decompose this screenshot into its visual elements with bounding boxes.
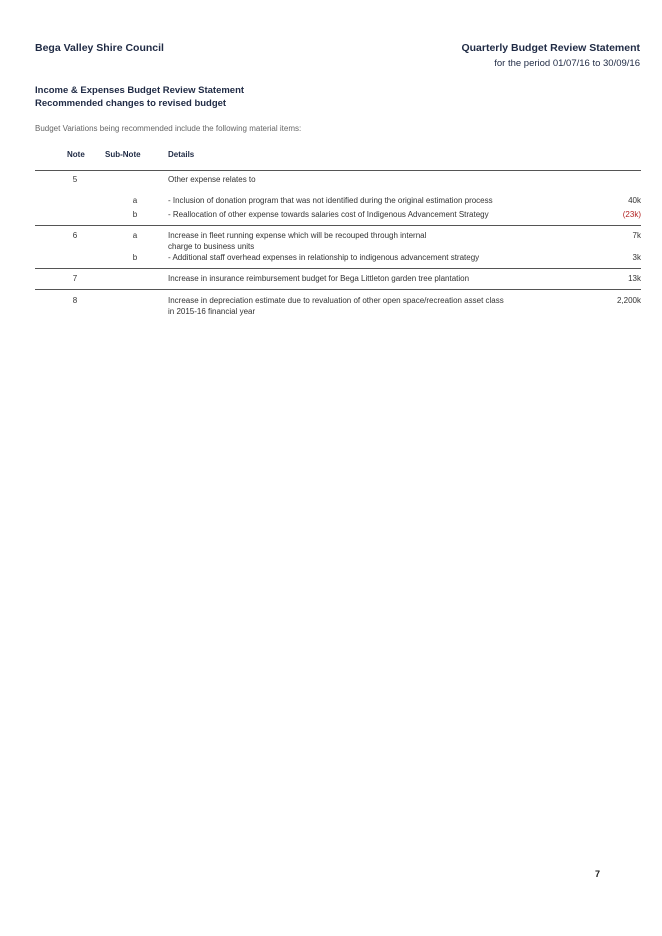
table-row	[35, 195, 641, 206]
sub-note: a	[132, 196, 138, 205]
section-title-line-1: Income & Expenses Budget Review Statement	[35, 85, 245, 96]
note-number: 8	[72, 296, 78, 305]
report-period: for the period 01/07/16 to 30/09/16	[494, 58, 640, 69]
details-text: - Inclusion of donation program that was not identified during the original estimation process	[168, 196, 493, 205]
note-number: 7	[72, 274, 78, 283]
report-header	[461, 42, 640, 69]
amount-negative: (23k)	[622, 210, 641, 219]
amount: 3k	[632, 253, 641, 262]
note-number: 5	[72, 175, 78, 184]
sub-note: a	[132, 231, 138, 240]
sub-note: b	[132, 253, 138, 262]
organisation-name: Bega Valley Shire Council	[35, 42, 164, 54]
table-row	[35, 209, 641, 220]
section-title	[35, 84, 244, 110]
table-row	[35, 295, 641, 306]
amount: 2,200k	[616, 296, 641, 305]
note-group-5	[35, 171, 641, 226]
details-text: - Additional staff overhead expenses in relationship to indigenous advancement strategy	[168, 253, 480, 262]
intro-text: Budget Variations being recommended include the following material items:	[35, 124, 302, 133]
column-header-note: Note	[67, 150, 85, 159]
amount: 13k	[628, 274, 641, 283]
amount: 40k	[628, 196, 641, 205]
note-group-6	[35, 226, 641, 269]
note-number: 6	[72, 231, 78, 240]
table-row	[35, 306, 641, 317]
column-header-sub-note: Sub-Note	[105, 150, 141, 159]
note-group-7	[35, 269, 641, 290]
section-title-line-2: Recommended changes to revised budget	[35, 98, 227, 109]
table-row	[35, 252, 641, 263]
column-header-details: Details	[168, 150, 195, 159]
sub-note: b	[132, 210, 138, 219]
report-title: Quarterly Budget Review Statement	[461, 42, 640, 54]
table-header	[35, 146, 641, 171]
note-group-8	[35, 290, 641, 317]
table-row	[35, 174, 641, 185]
details-text: charge to business units	[168, 242, 255, 251]
details-text: - Reallocation of other expense towards salaries cost of Indigenous Advancement Strategy	[168, 210, 489, 219]
table-row	[35, 241, 641, 252]
details-text: Increase in depreciation estimate due to revaluation of other open space/recreation asset class	[168, 296, 504, 305]
details-text: in 2015-16 financial year	[168, 307, 256, 316]
table-row	[35, 230, 641, 241]
details-text: Increase in insurance reimbursement budget for Bega Littleton garden tree plantation	[168, 274, 470, 283]
budget-variations-table	[35, 146, 641, 317]
details-text: Increase in fleet running expense which will be recouped through internal	[168, 231, 427, 240]
amount: 7k	[632, 231, 641, 240]
page-number: 7	[595, 869, 601, 879]
table-row	[35, 273, 641, 284]
details-text: Other expense relates to	[168, 175, 256, 184]
